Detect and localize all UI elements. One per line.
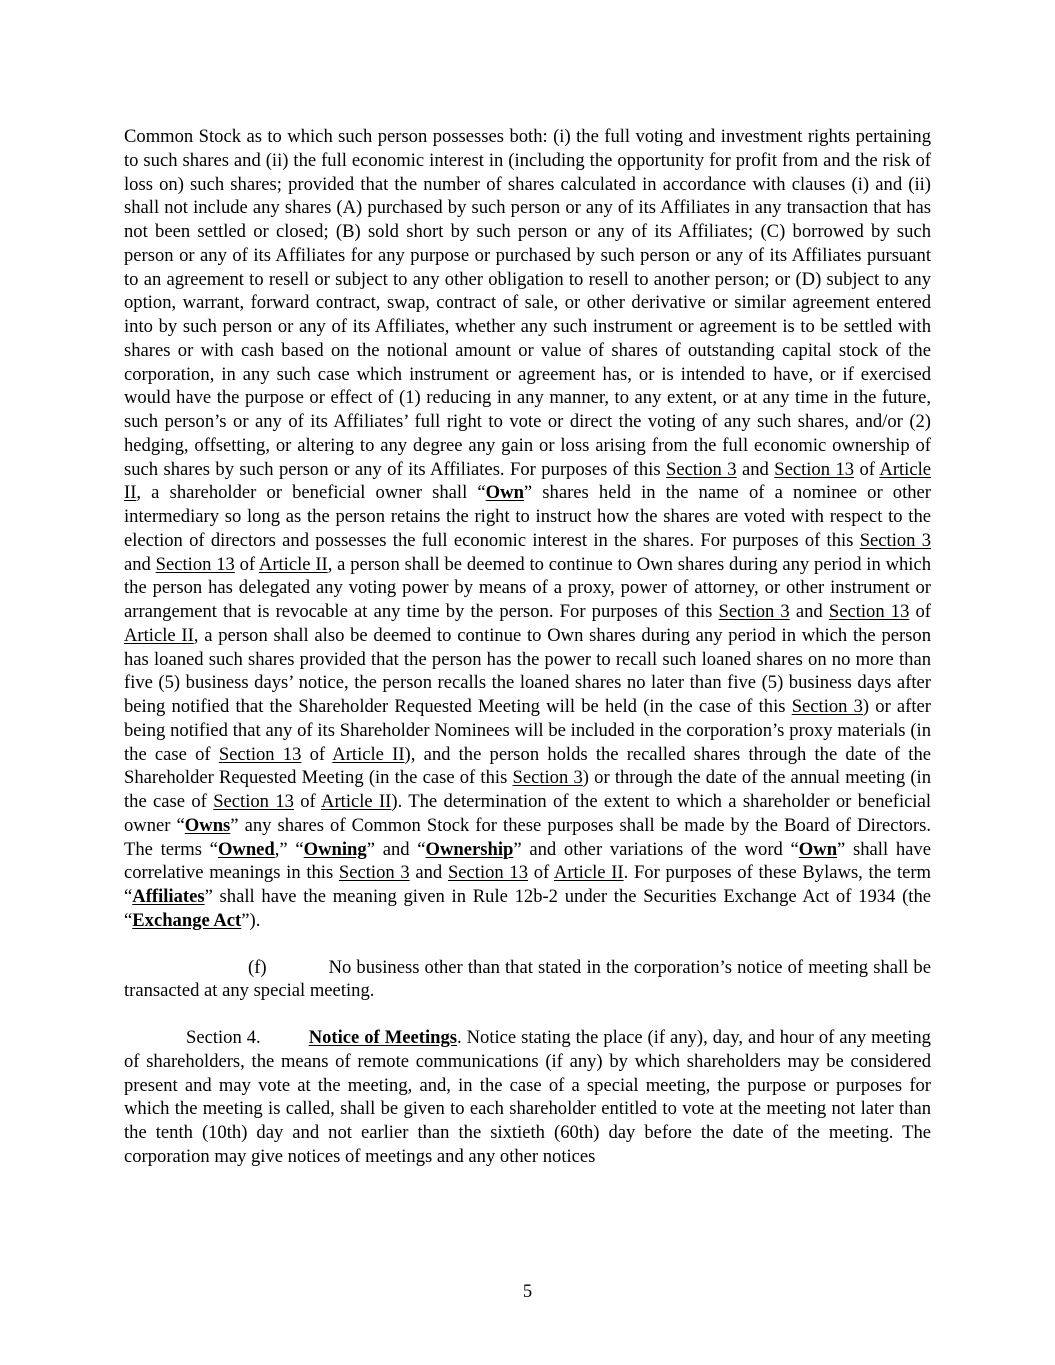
section-4-heading-period: . [456,1027,462,1048]
cross-reference: Article II [258,553,328,575]
text-run: and [789,601,829,622]
text-run: ). The determination of the extent to which a shareholder or beneficial owner “ [124,791,931,836]
ownership-definition-paragraph [124,125,931,933]
cross-reference: Section 13 [828,601,910,622]
defined-term: Ownership [425,838,514,860]
section-4-paragraph [124,1026,931,1169]
defined-term: Owns [184,814,231,836]
cross-reference: Section 3 [791,696,863,717]
defined-term: Own [798,838,838,860]
cross-reference: Article II [321,791,392,812]
text-run: Common Stock as to which such person possesses both: (i) the full voting and investment rights pertaining to such shares and (ii) the full economic interest in (including the opportunity for profit from and the risk of loss on) such shares; provided that the number of shares calculated in accordance with clauses (i) and (ii) shall not include any shares (A) purchased by such person or any of its Affiliates in any transaction that has not been settled or closed; (B) sold short by such person or any of its Affiliates; (C) borrowed by such person or any of its Affiliates for any purpose or purchased by such person or any of its Affiliates pursuant to an agreement to resell or subject to any other obligation to resell to another person; or (D) subject to any option, warrant, forward contract, swap, contract of sale, or other derivative or similar agreement entered into by such person or any of its Affiliates, whether any such instrument or agreement is to be settled with shares or with cash based on the notional amount or value of shares of outstanding capital stock of the corporation, in any such case which instrument or agreement has, or is intended to have, or if exercised would have the purpose or effect of (1) reducing in any manner, to any extent, or at any time in the future, such person’s or any of its Affiliates’ full right to vote or direct the voting of any such shares, and/or (2) hedging, offsetting, or altering to any degree any gain or loss arising from the full economic ownership of such shares by such person or any of its Affiliates. For purposes of this [124,126,931,480]
clause-f-paragraph [124,956,931,1004]
text-run: of [854,458,880,480]
section-4-text: Notice stating the place (if any), day, and hour of any meeting of shareholders, the means of remote communications (if any) by which shareholders may be considered present and may vote at the meeting, and, in the case of a special meeting, the purpose or purposes for which the meeting is called, shall be given to each shareholder entitled to vote at the meeting not later than the tenth (10th) day and not earlier than the sixtieth (60th) day before the date of the meeting. The corporation may give notices of meetings and any other notices [124,1027,931,1167]
section-4-heading: Notice of Meetings [308,1027,457,1048]
text-run: of [528,862,554,884]
cross-reference: Article II [332,743,405,765]
text-run: ) or after being notified that any of its Shareholder Nominees will be included in the corporation’s proxy materials (in the case of [124,696,931,765]
text-run: ” and other variations of the word “ [513,838,799,860]
cross-reference: Section 3 [666,458,737,480]
text-run: and [409,862,448,884]
defined-term: Affiliates [132,886,205,907]
defined-term: Owned [217,838,275,860]
text-run: of [234,553,259,575]
cross-reference: Article II [124,624,194,646]
clause-f-text: No business other than that stated in the corporation’s notice of meeting shall be transacted at any special meeting. [124,956,931,1002]
text-run: ) or through the date of the annual meeting (in the case of [124,767,931,812]
cross-reference: Section 13 [218,743,302,765]
text-run: , a person shall also be deemed to continue to Own shares during any period in which the person has loaned such shares provided that the person has the power to recall such loaned shares on no more than five (5) business days’ notice, the person recalls the loaned shares no later than five (5) business days after being notified that the Shareholder Requested Meeting will be held (in the case of this [124,624,932,717]
text-run: ” shall have the meaning given in Rule 12b-2 under the Securities Exchange Act of 1934 (the “ [124,886,931,931]
text-run: ,” “ [274,838,304,860]
defined-term: Owning [303,838,367,860]
text-run: ”). [241,909,261,931]
section-4-label: Section 4. [186,1027,261,1048]
cross-reference: Section 3 [512,767,583,789]
cross-reference: Section 3 [859,529,932,551]
text-run: ), and the person holds the recalled shares through the date of the Shareholder Requested Meeting (in the case of this [124,743,932,789]
cross-reference: Section 13 [447,862,529,884]
text-run: ” shall have correlative meanings in this [124,838,931,884]
text-run: of [293,791,322,812]
text-run: of [909,601,932,622]
cross-reference: Section 3 [718,601,790,622]
text-run: , a person shall be deemed to continue to Own shares during any period in which the person has delegated any voting power by means of a proxy, power of attorney, or other instrument or arrangement that is revocable at any time by the person. For purposes of this [124,553,932,622]
cross-reference: Section 3 [338,862,410,884]
text-run: ” and “ [366,838,426,860]
text-run: . For purposes of these Bylaws, the term “ [124,862,932,907]
clause-f-label: (f) [248,956,267,978]
cross-reference: Section 13 [155,553,235,575]
cross-reference: Section 13 [774,458,855,480]
page-number: 5 [522,1281,533,1302]
defined-term: Own [485,482,524,504]
cross-reference: Article II [124,458,932,504]
cross-reference: Article II [553,862,624,884]
text-run: ” any shares of Common Stock for these purposes shall be made by the Board of Directors. The terms “ [124,814,931,860]
text-run: and [124,553,156,575]
text-run: ” shares held in the name of a nominee or other intermediary so long as the person retains the right to instruct how the shares are voted with respect to the election of directors and possesses the full economic interest in the shares. For purposes of this [124,482,931,551]
cross-reference: Section 13 [213,791,294,812]
text-run: , a shareholder or beneficial owner shall “ [136,482,486,504]
text-run: of [301,743,333,765]
text-run: and [736,458,775,480]
defined-term: Exchange Act [132,909,242,931]
document-page [124,125,931,1169]
